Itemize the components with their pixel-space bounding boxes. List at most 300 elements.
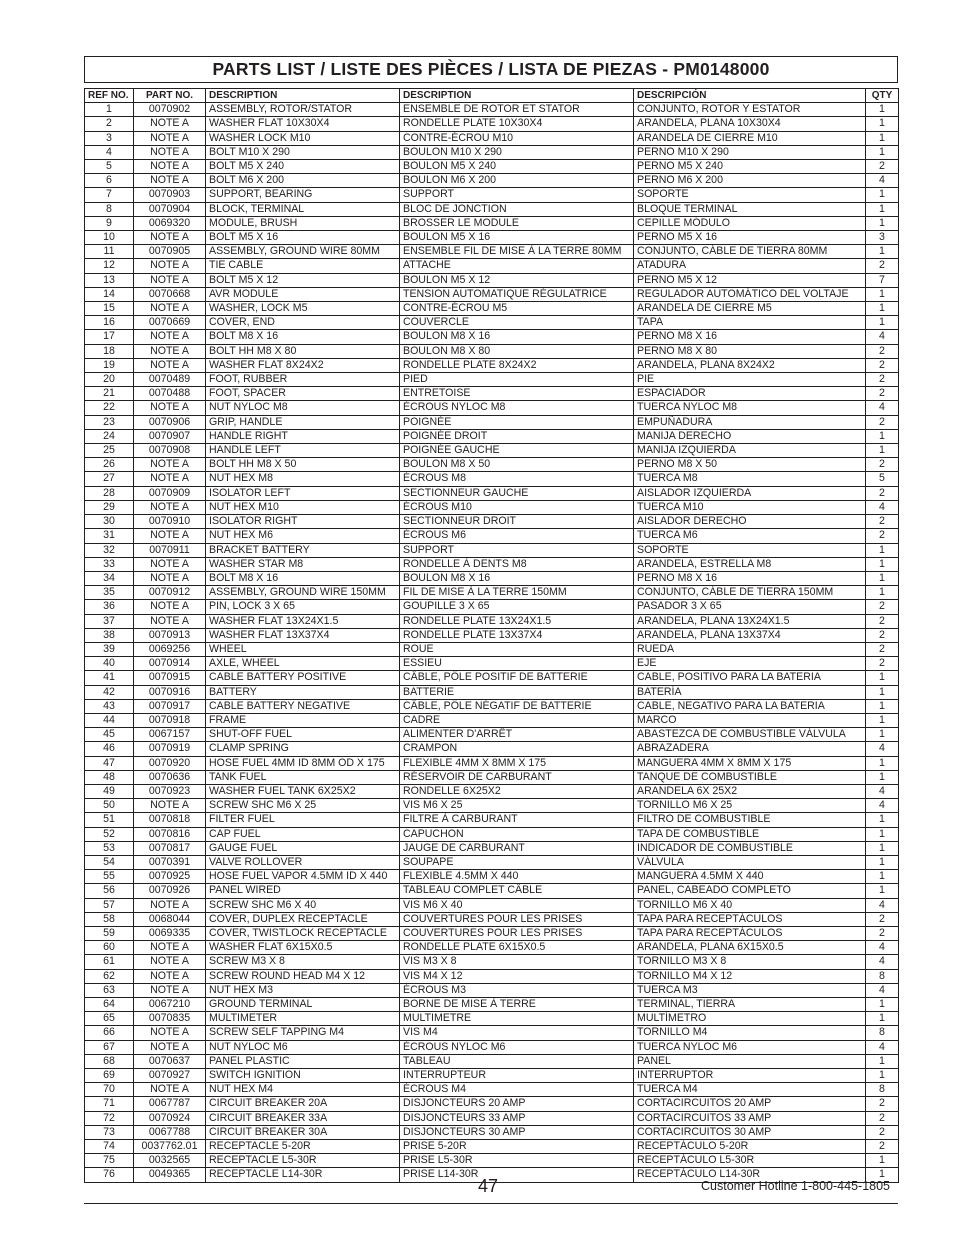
cell-ref-no: 63 xyxy=(85,983,134,997)
cell-part-no: 0070391 xyxy=(134,855,206,869)
cell-part-no: 0070913 xyxy=(134,628,206,642)
cell-description-en: RECEPTACLE 5-20R xyxy=(206,1140,400,1154)
cell-description-en: ASSEMBLY, GROUND WIRE 80MM xyxy=(206,245,400,259)
cell-part-no: 0070903 xyxy=(134,188,206,202)
cell-part-no: NOTE A xyxy=(134,969,206,983)
cell-description-es: ARANDELA, PLANA 10X30X4 xyxy=(634,117,866,131)
cell-description-en: CLAMP SPRING xyxy=(206,742,400,756)
cell-description-es: TERMINAL, TIERRA xyxy=(634,998,866,1012)
cell-description-fr: VIS M6 X 25 xyxy=(400,799,634,813)
cell-description-es: TORNILLO M4 X 12 xyxy=(634,969,866,983)
cell-ref-no: 22 xyxy=(85,401,134,415)
cell-part-no: NOTE A xyxy=(134,955,206,969)
table-header-row xyxy=(85,89,899,103)
cell-description-fr: SUPPORT xyxy=(400,543,634,557)
cell-description-fr: RONDELLE À DENTS M8 xyxy=(400,557,634,571)
cell-description-es: ARANDELA, PLANA 6X15X0.5 xyxy=(634,941,866,955)
cell-description-en: AVR MODULE xyxy=(206,287,400,301)
table-row xyxy=(85,259,899,273)
table-row xyxy=(85,1125,899,1139)
cell-description-es: AISLADOR IZQUIERDA xyxy=(634,486,866,500)
cell-part-no: 0070488 xyxy=(134,387,206,401)
cell-part-no: 0069320 xyxy=(134,216,206,230)
cell-part-no: NOTE A xyxy=(134,401,206,415)
cell-qty: 1 xyxy=(866,841,899,855)
cell-description-en: WASHER, LOCK M5 xyxy=(206,302,400,316)
table-row xyxy=(85,784,899,798)
cell-description-es: TUERCA M6 xyxy=(634,529,866,543)
cell-description-fr: RONDELLE PLATE 8X24X2 xyxy=(400,358,634,372)
cell-description-fr: CÂBLE, PÔLE NÉGATIF DE BATTERIE xyxy=(400,699,634,713)
cell-description-es: RECEPTÁCULO L14-30R xyxy=(634,1168,866,1182)
cell-ref-no: 61 xyxy=(85,955,134,969)
cell-description-es: PANEL, CABEADO COMPLETO xyxy=(634,884,866,898)
cell-description-en: TANK FUEL xyxy=(206,770,400,784)
table-row xyxy=(85,287,899,301)
cell-description-es: TORNILLO M3 X 8 xyxy=(634,955,866,969)
cell-qty: 2 xyxy=(866,344,899,358)
cell-qty: 1 xyxy=(866,699,899,713)
cell-qty: 2 xyxy=(866,415,899,429)
cell-qty: 2 xyxy=(866,1097,899,1111)
table-row xyxy=(85,188,899,202)
table-row xyxy=(85,628,899,642)
cell-description-en: CIRCUIT BREAKER 30A xyxy=(206,1125,400,1139)
cell-qty: 2 xyxy=(866,628,899,642)
cell-description-fr: BORNE DE MISE À TERRE xyxy=(400,998,634,1012)
cell-description-fr: VIS M3 X 8 xyxy=(400,955,634,969)
table-row xyxy=(85,884,899,898)
page-footer xyxy=(84,1176,898,1200)
table-row xyxy=(85,472,899,486)
cell-description-fr: MULTIMETRE xyxy=(400,1012,634,1026)
cell-description-es: ARANDELA DE CIERRE M5 xyxy=(634,302,866,316)
cell-description-fr: SECTIONNEUR GAUCHE xyxy=(400,486,634,500)
cell-part-no: 0069335 xyxy=(134,926,206,940)
cell-qty: 1 xyxy=(866,671,899,685)
cell-description-es: TAPA xyxy=(634,316,866,330)
table-row xyxy=(85,955,899,969)
cell-description-es: PERNO M5 X 16 xyxy=(634,231,866,245)
cell-ref-no: 74 xyxy=(85,1140,134,1154)
cell-description-en: COVER, TWISTLOCK RECEPTACLE xyxy=(206,926,400,940)
cell-description-fr: FIL DE MISE À LA TERRE 150MM xyxy=(400,586,634,600)
cell-qty: 1 xyxy=(866,202,899,216)
cell-ref-no: 29 xyxy=(85,500,134,514)
cell-description-es: ATADURA xyxy=(634,259,866,273)
cell-description-fr: POIGNÉE xyxy=(400,415,634,429)
cell-qty: 1 xyxy=(866,188,899,202)
page-title: PARTS LIST / LISTE DES PIÈCES / LISTA DE PIEZAS - PM0148000 xyxy=(212,59,770,79)
cell-description-es: TUERCA NYLOC M8 xyxy=(634,401,866,415)
cell-description-en: SCREW M3 X 8 xyxy=(206,955,400,969)
cell-ref-no: 47 xyxy=(85,756,134,770)
cell-qty: 2 xyxy=(866,259,899,273)
cell-description-es: TORNILLO M6 X 25 xyxy=(634,799,866,813)
cell-ref-no: 1 xyxy=(85,103,134,117)
cell-qty: 2 xyxy=(866,387,899,401)
cell-description-fr: COUVERTURES POUR LES PRISES xyxy=(400,926,634,940)
cell-description-fr: SUPPORT xyxy=(400,188,634,202)
cell-description-en: FOOT, RUBBER xyxy=(206,373,400,387)
cell-description-en: SCREW SHC M6 X 25 xyxy=(206,799,400,813)
table-row xyxy=(85,429,899,443)
cell-qty: 3 xyxy=(866,231,899,245)
cell-description-en: CIRCUIT BREAKER 33A xyxy=(206,1111,400,1125)
table-row xyxy=(85,1154,899,1168)
table-row xyxy=(85,500,899,514)
cell-description-fr: PIED xyxy=(400,373,634,387)
table-row xyxy=(85,841,899,855)
cell-description-fr: SOUPAPE xyxy=(400,855,634,869)
cell-description-es: BATERÍA xyxy=(634,685,866,699)
cell-description-fr: ATTACHE xyxy=(400,259,634,273)
table-row xyxy=(85,1083,899,1097)
table-row xyxy=(85,202,899,216)
cell-part-no: 0070919 xyxy=(134,742,206,756)
cell-description-es: AISLADOR DERECHO xyxy=(634,515,866,529)
table-row xyxy=(85,728,899,742)
cell-qty: 2 xyxy=(866,458,899,472)
cell-qty: 4 xyxy=(866,330,899,344)
table-row xyxy=(85,117,899,131)
cell-description-es: ARANDELA 6X 25X2 xyxy=(634,784,866,798)
cell-part-no: NOTE A xyxy=(134,302,206,316)
cell-description-en: BOLT M6 X 200 xyxy=(206,174,400,188)
cell-description-en: HANDLE LEFT xyxy=(206,444,400,458)
cell-description-en: MODULE, BRUSH xyxy=(206,216,400,230)
cell-ref-no: 10 xyxy=(85,231,134,245)
cell-qty: 1 xyxy=(866,103,899,117)
table-row xyxy=(85,174,899,188)
cell-qty: 1 xyxy=(866,1168,899,1182)
cell-description-es: PASADOR 3 X 65 xyxy=(634,600,866,614)
table-row xyxy=(85,458,899,472)
table-row xyxy=(85,302,899,316)
cell-part-no: 0070917 xyxy=(134,699,206,713)
cell-description-fr: CÂBLE, PÔLE POSITIF DE BATTERIE xyxy=(400,671,634,685)
cell-part-no: 0070816 xyxy=(134,827,206,841)
cell-description-fr: ENSEMBLE FIL DE MISE À LA TERRE 80MM xyxy=(400,245,634,259)
table-row xyxy=(85,642,899,656)
cell-ref-no: 34 xyxy=(85,571,134,585)
cell-qty: 1 xyxy=(866,827,899,841)
cell-ref-no: 52 xyxy=(85,827,134,841)
cell-description-fr: VIS M4 xyxy=(400,1026,634,1040)
table-row xyxy=(85,444,899,458)
cell-description-fr: PRISE L5-30R xyxy=(400,1154,634,1168)
cell-part-no: NOTE A xyxy=(134,231,206,245)
cell-part-no: 0070817 xyxy=(134,841,206,855)
cell-part-no: NOTE A xyxy=(134,117,206,131)
cell-description-fr: ENTRETOISE xyxy=(400,387,634,401)
cell-description-en: SCREW SELF TAPPING M4 xyxy=(206,1026,400,1040)
cell-description-es: SOPORTE xyxy=(634,188,866,202)
cell-description-fr: DISJONCTEURS 30 AMP xyxy=(400,1125,634,1139)
cell-ref-no: 46 xyxy=(85,742,134,756)
table-row xyxy=(85,998,899,1012)
cell-ref-no: 75 xyxy=(85,1154,134,1168)
cell-part-no: NOTE A xyxy=(134,614,206,628)
cell-description-fr: GOUPILLE 3 X 65 xyxy=(400,600,634,614)
table-row xyxy=(85,387,899,401)
cell-qty: 1 xyxy=(866,685,899,699)
table-row xyxy=(85,770,899,784)
cell-part-no: NOTE A xyxy=(134,458,206,472)
table-row xyxy=(85,486,899,500)
cell-ref-no: 31 xyxy=(85,529,134,543)
cell-qty: 1 xyxy=(866,998,899,1012)
cell-part-no: 0070904 xyxy=(134,202,206,216)
cell-description-fr: RONDELLE 6X25X2 xyxy=(400,784,634,798)
cell-ref-no: 21 xyxy=(85,387,134,401)
cell-ref-no: 8 xyxy=(85,202,134,216)
cell-description-en: GRIP, HANDLE xyxy=(206,415,400,429)
cell-part-no: NOTE A xyxy=(134,1040,206,1054)
cell-description-es: PERNO M10 X 290 xyxy=(634,145,866,159)
cell-description-en: CAP FUEL xyxy=(206,827,400,841)
table-row xyxy=(85,855,899,869)
cell-qty: 2 xyxy=(866,358,899,372)
cell-description-fr: BROSSER LE MODULE xyxy=(400,216,634,230)
cell-part-no: 0070920 xyxy=(134,756,206,770)
table-row xyxy=(85,160,899,174)
cell-part-no: 0070925 xyxy=(134,870,206,884)
cell-qty: 1 xyxy=(866,131,899,145)
cell-description-es: PERNO M8 X 16 xyxy=(634,571,866,585)
cell-ref-no: 32 xyxy=(85,543,134,557)
cell-part-no: 0070818 xyxy=(134,813,206,827)
cell-part-no: NOTE A xyxy=(134,1083,206,1097)
table-row xyxy=(85,373,899,387)
cell-ref-no: 69 xyxy=(85,1069,134,1083)
cell-qty: 2 xyxy=(866,515,899,529)
cell-description-en: BRACKET BATTERY xyxy=(206,543,400,557)
cell-description-fr: CONTRE-ÉCROU M5 xyxy=(400,302,634,316)
cell-qty: 1 xyxy=(866,713,899,727)
cell-ref-no: 28 xyxy=(85,486,134,500)
cell-part-no: 0070669 xyxy=(134,316,206,330)
cell-ref-no: 36 xyxy=(85,600,134,614)
cell-ref-no: 26 xyxy=(85,458,134,472)
table-row xyxy=(85,401,899,415)
cell-qty: 1 xyxy=(866,813,899,827)
cell-part-no: NOTE A xyxy=(134,557,206,571)
cell-part-no: 0070915 xyxy=(134,671,206,685)
cell-part-no: 0067787 xyxy=(134,1097,206,1111)
cell-description-es: TUERCA NYLOC M6 xyxy=(634,1040,866,1054)
cell-description-en: HOSE FUEL 4MM ID 8MM OD X 175 xyxy=(206,756,400,770)
cell-description-es: EMPUÑADURA xyxy=(634,415,866,429)
cell-ref-no: 33 xyxy=(85,557,134,571)
cell-description-fr: BOULON M8 X 50 xyxy=(400,458,634,472)
header-description-fr: DESCRIPTION xyxy=(400,89,634,103)
cell-description-es: CONJUNTO, CÁBLE DE TIERRA 80MM xyxy=(634,245,866,259)
table-row xyxy=(85,131,899,145)
table-row xyxy=(85,1111,899,1125)
cell-description-es: INDICADOR DE COMBUSTIBLE xyxy=(634,841,866,855)
cell-description-es: ESPACIADOR xyxy=(634,387,866,401)
cell-qty: 1 xyxy=(866,245,899,259)
table-row xyxy=(85,330,899,344)
cell-part-no: 0070916 xyxy=(134,685,206,699)
cell-description-en: NUT HEX M6 xyxy=(206,529,400,543)
table-row xyxy=(85,231,899,245)
cell-ref-no: 62 xyxy=(85,969,134,983)
cell-description-en: NUT HEX M10 xyxy=(206,500,400,514)
cell-description-fr: BOULON M6 X 200 xyxy=(400,174,634,188)
cell-description-es: ABRAZADERA xyxy=(634,742,866,756)
table-row xyxy=(85,1054,899,1068)
table-row xyxy=(85,515,899,529)
header-part-no: PART NO. xyxy=(134,89,206,103)
cell-part-no: 0032565 xyxy=(134,1154,206,1168)
cell-ref-no: 67 xyxy=(85,1040,134,1054)
cell-part-no: NOTE A xyxy=(134,799,206,813)
cell-description-en: AXLE, WHEEL xyxy=(206,657,400,671)
cell-qty: 8 xyxy=(866,1083,899,1097)
cell-description-en: MULTIMETER xyxy=(206,1012,400,1026)
cell-qty: 2 xyxy=(866,529,899,543)
header-ref-no: REF NO. xyxy=(85,89,134,103)
cell-part-no: NOTE A xyxy=(134,941,206,955)
parts-list-section xyxy=(84,56,898,1183)
cell-ref-no: 7 xyxy=(85,188,134,202)
cell-description-en: GROUND TERMINAL xyxy=(206,998,400,1012)
cell-description-fr: SECTIONNEUR DROIT xyxy=(400,515,634,529)
cell-description-fr: CRAMPON xyxy=(400,742,634,756)
cell-description-es: PIE xyxy=(634,373,866,387)
cell-ref-no: 48 xyxy=(85,770,134,784)
cell-description-fr: ÉCROUS M4 xyxy=(400,1083,634,1097)
header-description-es: DESCRIPCIÓN xyxy=(634,89,866,103)
cell-description-es: CORTACIRCUITOS 33 AMP xyxy=(634,1111,866,1125)
cell-description-fr: COUVERCLE xyxy=(400,316,634,330)
table-row xyxy=(85,586,899,600)
cell-description-en: NUT HEX M3 xyxy=(206,983,400,997)
cell-part-no: 0037762.01 xyxy=(134,1140,206,1154)
cell-part-no: 0070835 xyxy=(134,1012,206,1026)
cell-description-fr: INTERRUPTEUR xyxy=(400,1069,634,1083)
cell-part-no: 0067210 xyxy=(134,998,206,1012)
cell-part-no: 0070927 xyxy=(134,1069,206,1083)
table-row xyxy=(85,1069,899,1083)
cell-qty: 8 xyxy=(866,1026,899,1040)
cell-qty: 1 xyxy=(866,1012,899,1026)
cell-description-es: CORTACIRCUITOS 30 AMP xyxy=(634,1125,866,1139)
cell-ref-no: 51 xyxy=(85,813,134,827)
cell-description-en: BOLT M8 X 16 xyxy=(206,571,400,585)
cell-description-es: TANQUE DE COMBUSTIBLE xyxy=(634,770,866,784)
table-row xyxy=(85,657,899,671)
table-row xyxy=(85,415,899,429)
cell-qty: 1 xyxy=(866,884,899,898)
cell-qty: 2 xyxy=(866,600,899,614)
cell-description-fr: BOULON M5 X 12 xyxy=(400,273,634,287)
cell-qty: 1 xyxy=(866,756,899,770)
cell-part-no: 0070902 xyxy=(134,103,206,117)
cell-description-fr: RONDELLE PLATE 10X30X4 xyxy=(400,117,634,131)
cell-ref-no: 39 xyxy=(85,642,134,656)
cell-description-en: BOLT HH M8 X 50 xyxy=(206,458,400,472)
cell-description-es: ARANDELA DE CIERRE M10 xyxy=(634,131,866,145)
cell-description-es: MANIJA IZQUIERDA xyxy=(634,444,866,458)
cell-part-no: NOTE A xyxy=(134,160,206,174)
table-row xyxy=(85,813,899,827)
cell-ref-no: 3 xyxy=(85,131,134,145)
cell-part-no: 0070668 xyxy=(134,287,206,301)
cell-qty: 2 xyxy=(866,657,899,671)
cell-part-no: 0070636 xyxy=(134,770,206,784)
table-row xyxy=(85,529,899,543)
cell-part-no: 0069256 xyxy=(134,642,206,656)
cell-ref-no: 76 xyxy=(85,1168,134,1182)
table-row xyxy=(85,983,899,997)
cell-description-fr: BOULON M8 X 16 xyxy=(400,330,634,344)
cell-description-fr: FILTRE À CARBURANT xyxy=(400,813,634,827)
cell-qty: 2 xyxy=(866,912,899,926)
cell-description-en: CABLE BATTERY NEGATIVE xyxy=(206,699,400,713)
cell-qty: 2 xyxy=(866,486,899,500)
cell-description-es: PERNO M8 X 80 xyxy=(634,344,866,358)
table-row xyxy=(85,543,899,557)
cell-description-fr: TENSION AUTOMATIQUE RÉGULATRICE xyxy=(400,287,634,301)
cell-description-en: BATTERY xyxy=(206,685,400,699)
cell-ref-no: 64 xyxy=(85,998,134,1012)
cell-description-es: PERNO M8 X 16 xyxy=(634,330,866,344)
cell-description-es: PERNO M8 X 50 xyxy=(634,458,866,472)
cell-description-en: PIN, LOCK 3 X 65 xyxy=(206,600,400,614)
cell-qty: 8 xyxy=(866,969,899,983)
cell-description-en: COVER, DUPLEX RECEPTACLE xyxy=(206,912,400,926)
cell-ref-no: 44 xyxy=(85,713,134,727)
cell-qty: 1 xyxy=(866,216,899,230)
cell-qty: 1 xyxy=(866,1054,899,1068)
cell-description-es: ARANDELA, PLANA 8X24X2 xyxy=(634,358,866,372)
cell-description-fr: VIS M6 X 40 xyxy=(400,898,634,912)
table-row xyxy=(85,1026,899,1040)
cell-description-fr: JAUGE DE CARBURANT xyxy=(400,841,634,855)
cell-description-es: TUERCA M8 xyxy=(634,472,866,486)
cell-description-en: FILTER FUEL xyxy=(206,813,400,827)
cell-description-es: TAPA PARA RECEPTÁCULOS xyxy=(634,926,866,940)
cell-qty: 4 xyxy=(866,500,899,514)
cell-ref-no: 9 xyxy=(85,216,134,230)
cell-ref-no: 70 xyxy=(85,1083,134,1097)
cell-description-fr: BATTERIE xyxy=(400,685,634,699)
cell-part-no: NOTE A xyxy=(134,131,206,145)
cell-part-no: 0070924 xyxy=(134,1111,206,1125)
cell-description-en: SCREW SHC M6 X 40 xyxy=(206,898,400,912)
cell-description-es: TUERCA M3 xyxy=(634,983,866,997)
cell-ref-no: 71 xyxy=(85,1097,134,1111)
cell-part-no: 0070907 xyxy=(134,429,206,443)
cell-part-no: 0070906 xyxy=(134,415,206,429)
table-row xyxy=(85,344,899,358)
cell-ref-no: 57 xyxy=(85,898,134,912)
cell-qty: 1 xyxy=(866,855,899,869)
cell-description-en: PANEL WIRED xyxy=(206,884,400,898)
cell-description-fr: TABLEAU xyxy=(400,1054,634,1068)
cell-ref-no: 17 xyxy=(85,330,134,344)
cell-part-no: 0068044 xyxy=(134,912,206,926)
cell-description-fr: BOULON M8 X 16 xyxy=(400,571,634,585)
table-row xyxy=(85,941,899,955)
cell-description-fr: BOULON M8 X 80 xyxy=(400,344,634,358)
cell-part-no: NOTE A xyxy=(134,600,206,614)
cell-description-es: TAPA DE COMBUSTIBLE xyxy=(634,827,866,841)
cell-part-no: 0067788 xyxy=(134,1125,206,1139)
